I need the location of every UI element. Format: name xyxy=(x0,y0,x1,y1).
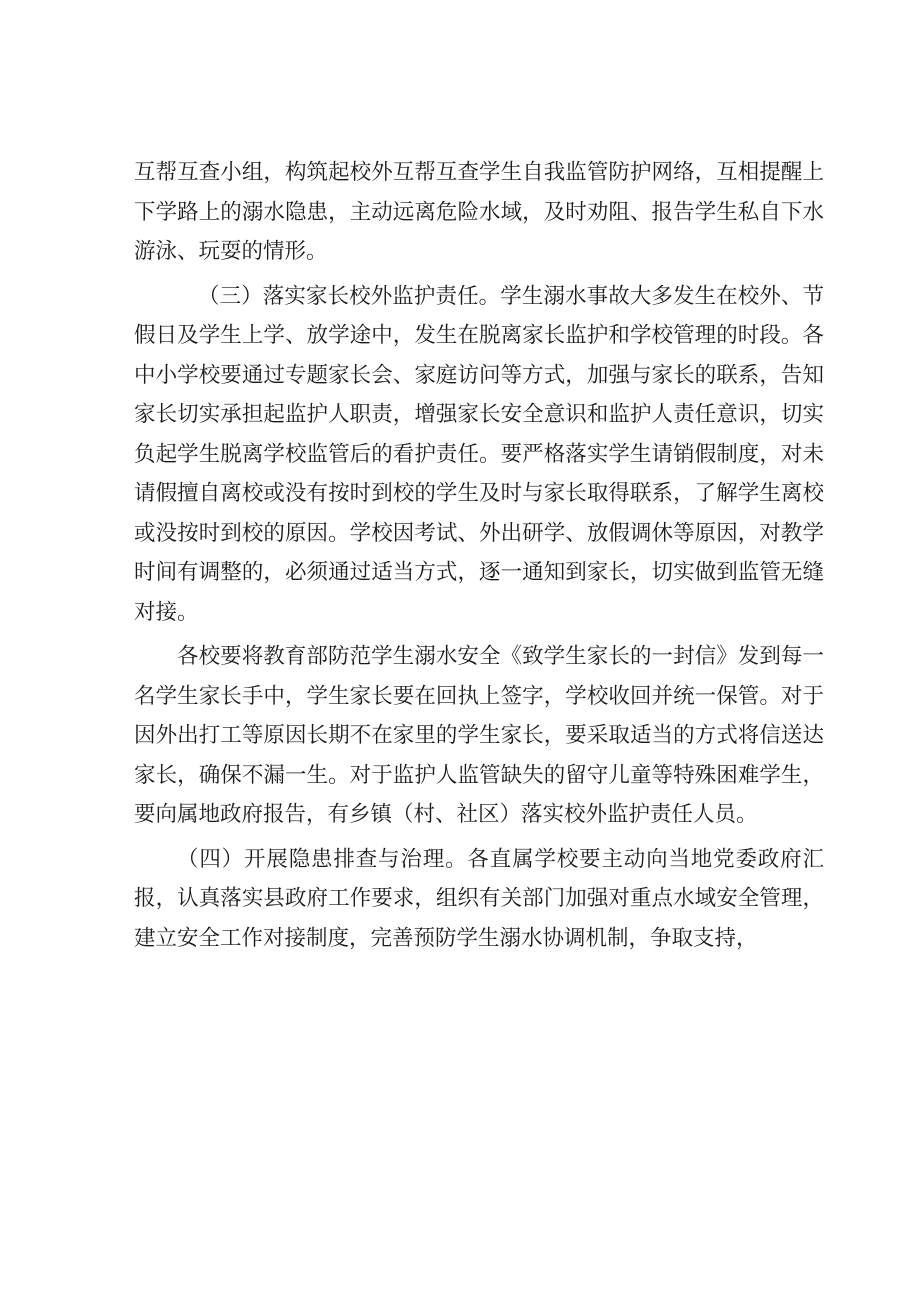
paragraph-section-four: （四）开展隐患排查与治理。各直属学校要主动向当地党委政府汇报，认真落实县政府工作要求，组织有关部门加强对重点水域安全管理，建立安全工作对接制度，完善预防学生溺水协调机制，争取支持， xyxy=(134,846,824,951)
paragraph-section-three: （三）落实家长校外监护责任。学生溺水事故大多发生在校外、节假日及学生上学、放学途中，发生在脱离家长监护和学校管理的时段。各中小学校要通过专题家长会、家庭访问等方式，加强与家长的联系，告知家长切实承担起监护人职责，增强家长安全意识和监护人责任意识，切实负起学生脱离学校监管后的看护责任。要严格落实学生请销假制度，对未请假擅自离校或没有按时到校的学生及时与家长取得联系，了解学生离校或没按时到校的原因。学校因考试、外出研学、放假调休等原因，对教学时间有调整的，必须通过适当方式，逐一通知到家长，切实做到监管无缝对接。 xyxy=(134,283,824,625)
paragraph-continuation: 互帮互查小组，构筑起校外互帮互查学生自我监管防护网络，互相提醒上下学路上的溺水隐患，主动远离危险水域，及时劝阻、报告学生私自下水游泳、玩耍的情形。 xyxy=(134,160,824,264)
document-body xyxy=(134,153,824,958)
paragraph-parent-letter: 各校要将教育部防范学生溺水安全《致学生家长的一封信》发到每一名学生家长手中，学生家长要在回执上签字，学校收回并统一保管。对于因外出打工等原因长期不在家里的学生家长，要采取适当的方式将信送达家长，确保不漏一生。对于监护人监管缺失的留守儿童等特殊困难学生，要向属地政府报告，有乡镇（村、社区）落实校外监护责任人员。 xyxy=(134,644,824,827)
